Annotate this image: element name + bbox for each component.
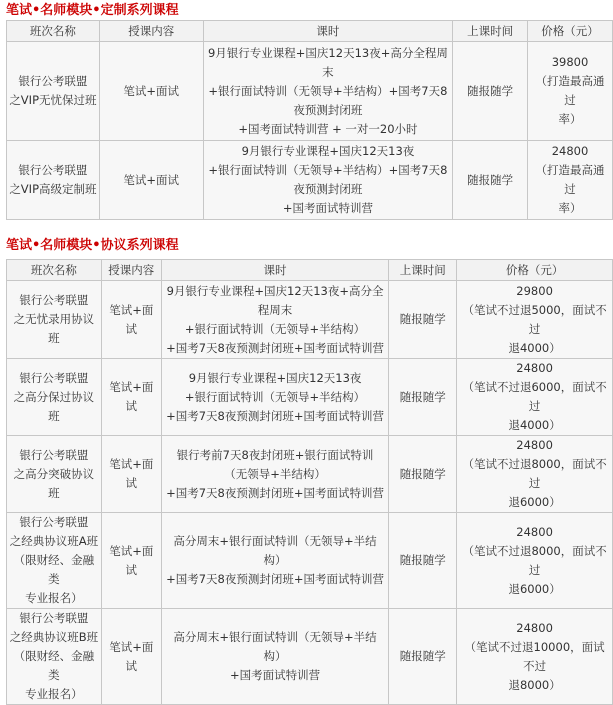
- class-name-cell-line: 银行公考联盟: [19, 611, 89, 625]
- price-cell-line: （笔试不过退6000，面试不过: [462, 380, 607, 413]
- time-cell-line: 随报随学: [399, 649, 446, 663]
- price-cell: [457, 281, 613, 359]
- time-cell: [389, 281, 457, 359]
- time-cell-line: 随报随学: [467, 172, 514, 187]
- hours-cell: [161, 436, 389, 513]
- hours-cell: [161, 281, 389, 359]
- time-cell-line: 随报随学: [467, 83, 514, 98]
- hours-cell-line: +国考7天8夜预测封闭班+国考面试特训营: [166, 572, 384, 586]
- class-name-cell-line: 之高分保过协议班: [13, 389, 95, 423]
- hours-cell: [161, 359, 389, 436]
- price-cell-line: 退4000）: [508, 418, 561, 432]
- class-name-cell-line: 银行公考联盟: [19, 447, 89, 462]
- hours-cell: [161, 513, 389, 609]
- hours-cell-line: +国考7天8夜预测封闭班+国考面试特训营: [166, 408, 384, 423]
- content-cell-line: 试: [125, 321, 138, 336]
- header-hours: 课时: [203, 21, 453, 42]
- hours-cell-line: +银行面试特训（无领导+半结构）: [184, 321, 366, 336]
- price-cell-line: 29800: [516, 283, 553, 298]
- content-cell-line: 笔试+面试: [123, 172, 180, 187]
- content-cell: [101, 513, 161, 609]
- class-name-cell-line: （限财经、金融类: [13, 553, 95, 586]
- table-header-row: [7, 21, 613, 42]
- class-name-cell-line: 之经典协议班A班: [9, 534, 99, 548]
- time-cell: [453, 42, 528, 141]
- class-name-cell-line: 银行公考联盟: [19, 515, 89, 529]
- price-cell-line: （打造最高通过: [535, 74, 605, 107]
- time-cell-line: 随报随学: [399, 466, 446, 481]
- header-time: 上课时间: [453, 21, 528, 42]
- time-cell-line: 随报随学: [399, 389, 446, 404]
- price-cell-line: 24800: [516, 361, 553, 375]
- content-cell-line: 试: [125, 562, 138, 577]
- hours-cell-line: 程周末: [257, 302, 293, 317]
- header-content: 授课内容: [101, 260, 161, 281]
- header-price: 价格（元）: [457, 260, 613, 281]
- class-name-cell-line: 专业报名）: [25, 591, 83, 605]
- price-cell-line: 24800: [551, 144, 589, 158]
- price-cell-line: （笔试不过退8000，面试不过: [462, 457, 607, 490]
- class-name-cell-line: 之高分突破协议班: [13, 466, 95, 500]
- hours-cell-line: 9月银行专业课程+国庆12天13夜+高分全程周: [207, 45, 448, 60]
- section-title-agreement-courses: 笔试•名师模块•协议系列课程: [6, 238, 179, 253]
- content-cell-line: 笔试+面: [109, 457, 154, 471]
- class-name-cell-line: 之VIP无忧保过班: [9, 93, 97, 107]
- class-name-cell-line: 之无忧录用协议班: [13, 312, 95, 345]
- price-cell-line: 率）: [558, 112, 582, 126]
- header-time: 上课时间: [389, 260, 457, 281]
- header-content: 授课内容: [99, 21, 203, 42]
- class-name-cell: [7, 141, 100, 220]
- time-cell-line: 随报随学: [399, 553, 446, 567]
- price-cell: [528, 42, 613, 141]
- content-cell-line: 笔试+面: [109, 380, 154, 394]
- hours-cell-line: 构）: [263, 649, 287, 663]
- price-cell: [457, 609, 613, 705]
- hours-cell-line: +银行面试特训（无领导+半结构）+国考7天8: [208, 83, 448, 98]
- content-cell: [101, 436, 161, 513]
- time-cell-line: 随报随学: [399, 312, 446, 326]
- price-cell-line: 退6000）: [508, 581, 561, 596]
- price-cell-line: 退6000）: [508, 495, 561, 509]
- hours-cell-line: 夜预测封闭班: [293, 182, 363, 196]
- hours-cell-line: （无领导+半结构）: [224, 466, 326, 481]
- hours-cell-line: +银行面试特训（无领导+半结构）+国考7天8: [208, 163, 448, 177]
- price-cell-line: （打造最高通过: [535, 163, 605, 196]
- hours-cell: [203, 141, 453, 220]
- class-name-cell: [7, 609, 102, 705]
- content-cell: [99, 141, 203, 220]
- table-row: [7, 436, 613, 513]
- time-cell: [389, 436, 457, 513]
- hours-cell-line: 末: [322, 64, 334, 79]
- hours-cell-line: 高分周末+银行面试特训（无领导+半结: [173, 630, 377, 644]
- table-row: [7, 609, 613, 705]
- price-cell-line: （笔试不过退5000，面试不过: [462, 302, 607, 336]
- class-name-cell-line: 银行公考联盟: [18, 163, 88, 177]
- price-cell-line: （笔试不过退8000，面试不过: [462, 543, 607, 577]
- class-name-cell: [7, 42, 100, 141]
- class-name-cell-line: （限财经、金融类: [13, 649, 95, 682]
- hours-cell-line: +国考7天8夜预测封闭班+国考面试特训营: [166, 485, 384, 500]
- hours-cell-line: 构）: [263, 553, 287, 567]
- table-row: [7, 42, 613, 141]
- class-name-cell: [7, 281, 102, 359]
- custom-courses-table: [6, 20, 613, 220]
- header-hours: 课时: [161, 260, 389, 281]
- table-row: [7, 513, 613, 609]
- price-cell: [457, 513, 613, 609]
- content-cell-line: 试: [125, 658, 138, 673]
- hours-cell-line: 高分周末+银行面试特训（无领导+半结: [173, 534, 377, 548]
- class-name-cell-line: 银行公考联盟: [18, 74, 88, 88]
- table-row: [7, 141, 613, 220]
- table-row: [7, 359, 613, 436]
- hours-cell: [203, 42, 453, 141]
- content-cell-line: 笔试+面试: [123, 83, 180, 98]
- content-cell-line: 试: [125, 476, 138, 490]
- time-cell: [389, 513, 457, 609]
- table-row: [7, 281, 613, 359]
- content-cell: [101, 359, 161, 436]
- header-class-name: 班次名称: [7, 21, 100, 42]
- hours-cell-line: +国考面试特训营: [282, 201, 373, 215]
- class-name-cell-line: 之VIP高级定制班: [9, 182, 97, 196]
- class-name-cell: [7, 359, 102, 436]
- content-cell-line: 笔试+面: [109, 639, 154, 654]
- content-cell-line: 笔试+面: [109, 543, 154, 558]
- price-cell: [457, 359, 613, 436]
- price-cell: [528, 141, 613, 220]
- content-cell-line: 笔试+面: [109, 302, 154, 317]
- class-name-cell-line: 银行公考联盟: [19, 370, 89, 385]
- time-cell: [389, 609, 457, 705]
- content-cell: [101, 281, 161, 359]
- price-cell-line: 退8000）: [508, 677, 561, 692]
- price-cell-line: 退4000）: [508, 340, 561, 355]
- content-cell: [99, 42, 203, 141]
- header-class-name: 班次名称: [7, 260, 102, 281]
- time-cell: [453, 141, 528, 220]
- hours-cell-line: 夜预测封闭班: [293, 102, 363, 117]
- price-cell-line: 24800: [516, 524, 553, 539]
- content-cell: [101, 609, 161, 705]
- price-cell-line: 率）: [558, 201, 582, 215]
- class-name-cell-line: 之经典协议班B班: [9, 630, 99, 644]
- hours-cell-line: 银行考前7天8夜封闭班+银行面试特训: [176, 447, 374, 462]
- class-name-cell: [7, 513, 102, 609]
- hours-cell-line: 9月银行专业课程+国庆12天13夜: [188, 370, 362, 385]
- price-cell-line: 24800: [516, 438, 553, 452]
- price-cell-line: （笔试不过退10000，面试不过: [464, 639, 605, 673]
- content-cell-line: 试: [125, 399, 138, 413]
- time-cell: [389, 359, 457, 436]
- price-cell-line: 39800: [551, 55, 589, 69]
- price-cell: [457, 436, 613, 513]
- hours-cell-line: +国考面试特训营: [229, 668, 321, 682]
- hours-cell-line: +国考面试特训营 + 一对一20小时: [238, 121, 418, 136]
- header-price: 价格（元）: [528, 21, 613, 42]
- class-name-cell-line: 专业报名）: [25, 687, 83, 701]
- hours-cell-line: +国考7天8夜预测封闭班+国考面试特训营: [166, 340, 384, 355]
- price-cell-line: 24800: [516, 620, 553, 635]
- hours-cell-line: +银行面试特训（无领导+半结构）: [184, 389, 366, 404]
- class-name-cell-line: 银行公考联盟: [19, 293, 89, 307]
- class-name-cell: [7, 436, 102, 513]
- agreement-courses-table: [6, 259, 613, 705]
- section-title-custom-courses: 笔试•名师模块•定制系列课程: [6, 3, 179, 18]
- hours-cell-line: 9月银行专业课程+国庆12天13夜: [241, 144, 415, 158]
- hours-cell: [161, 609, 389, 705]
- table-header-row: [7, 260, 613, 281]
- hours-cell-line: 9月银行专业课程+国庆12天13夜+高分全: [166, 283, 384, 298]
